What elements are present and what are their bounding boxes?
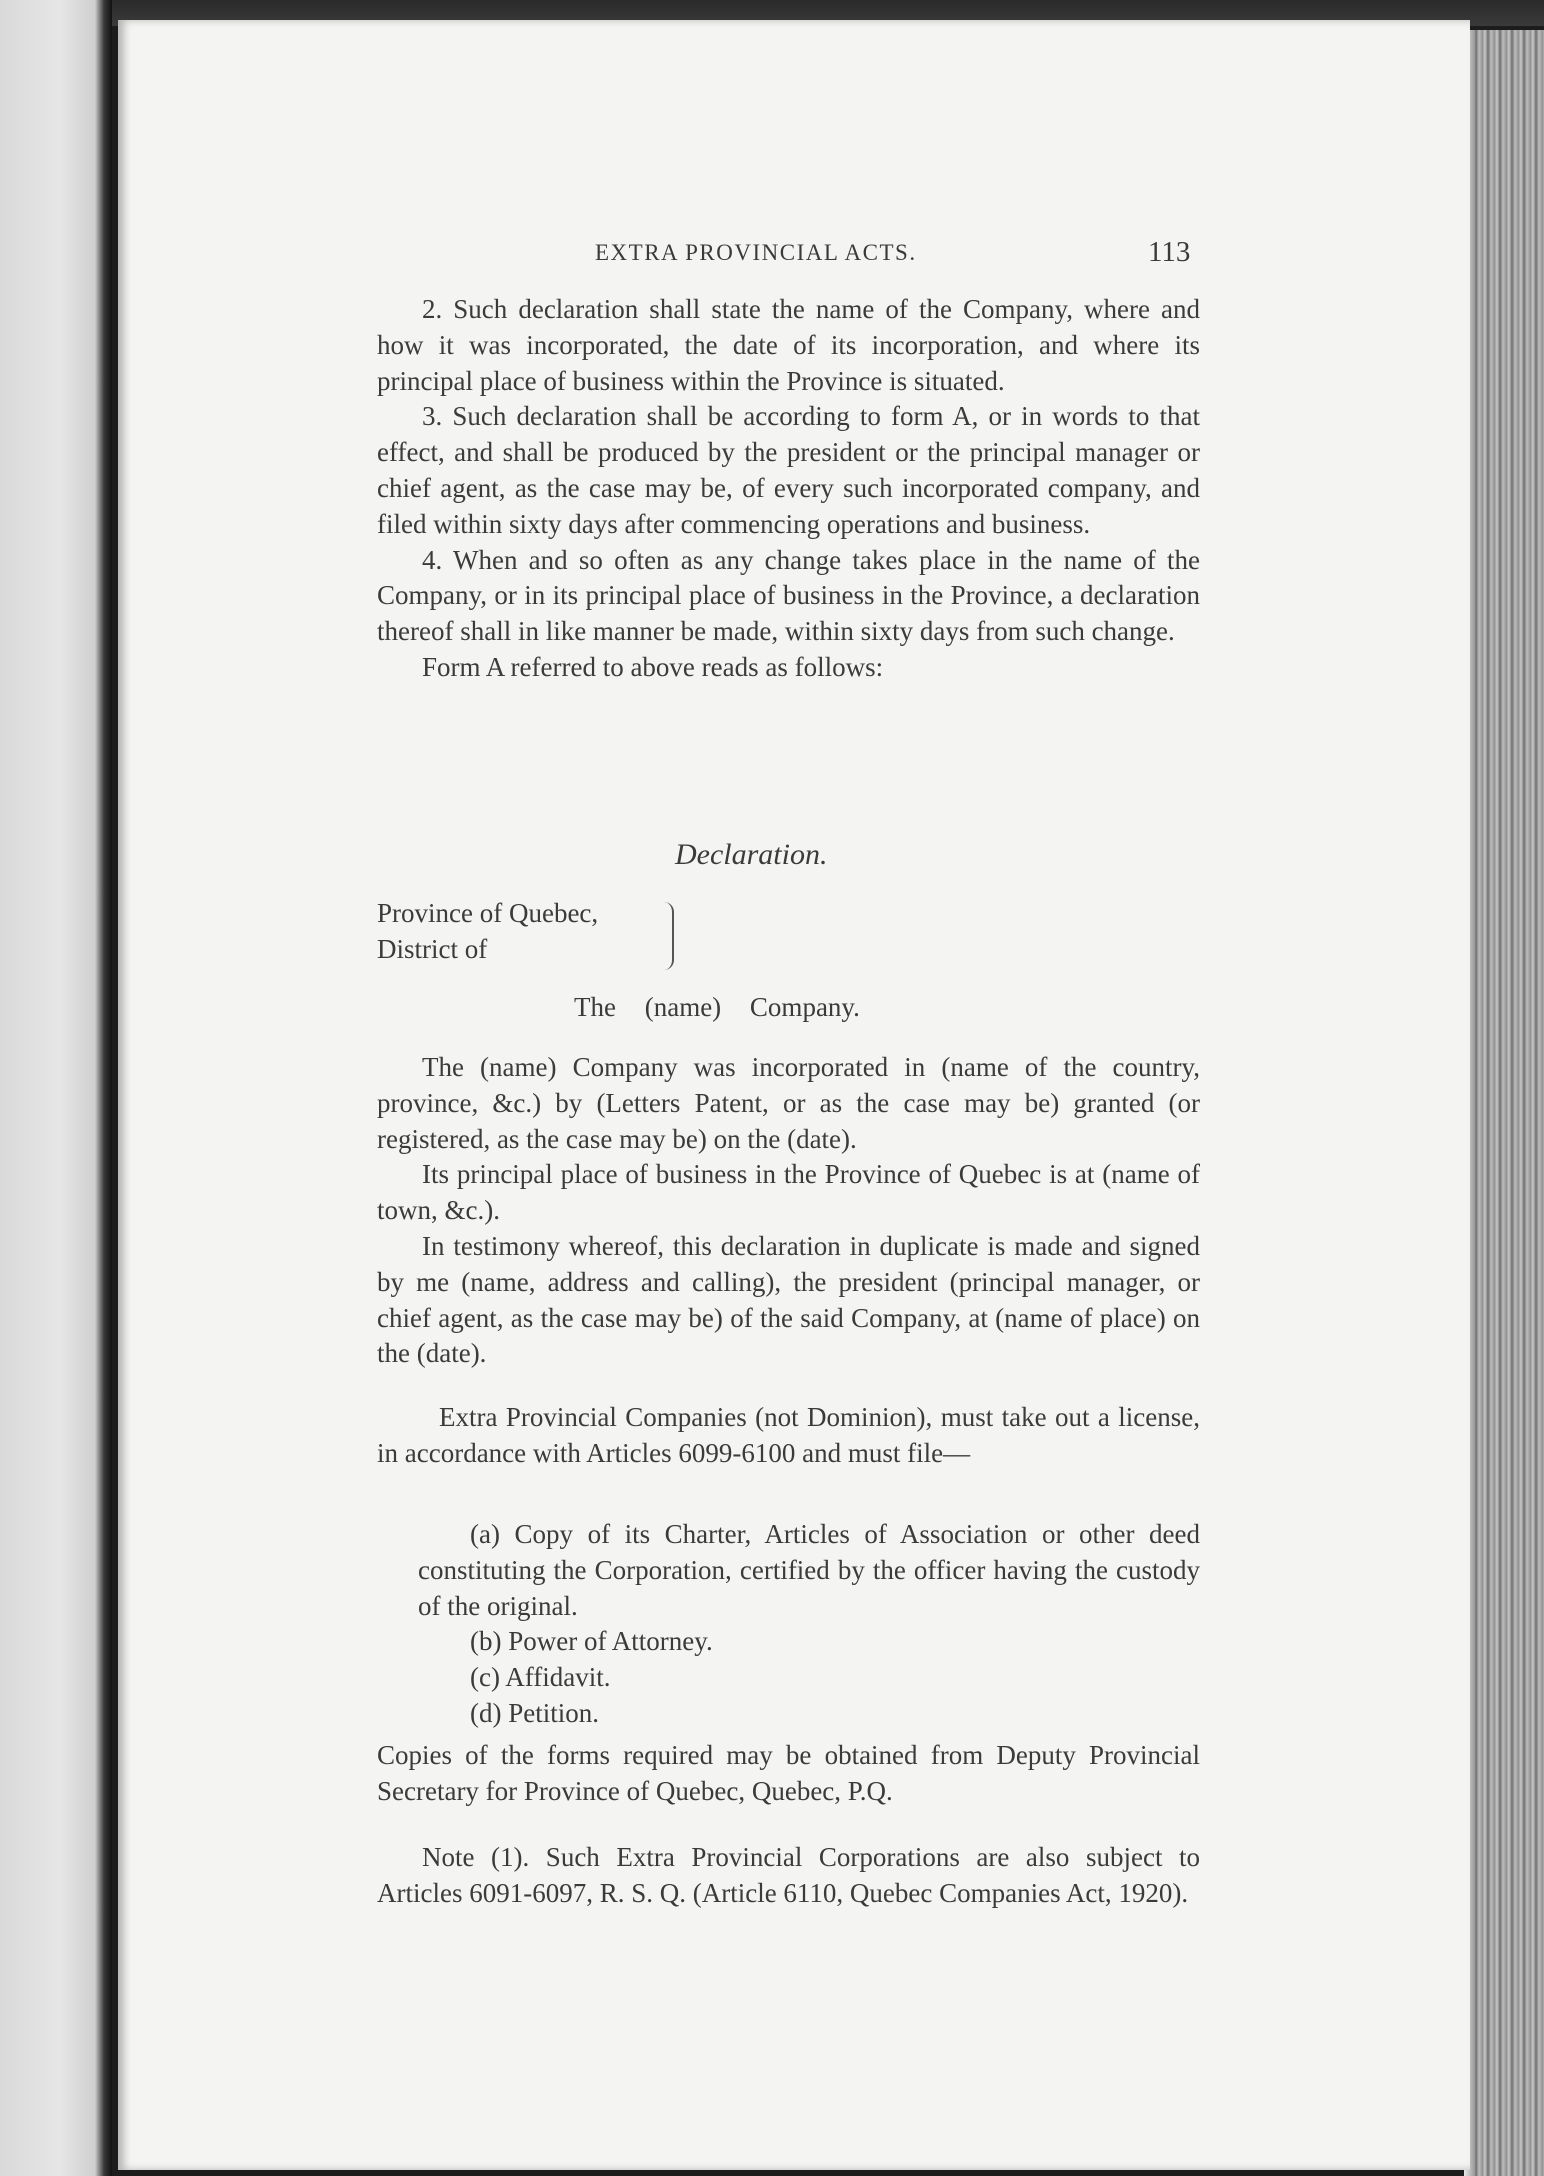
paragraph-2: 2. Such declaration shall state the name of the Company, where and how it was incorporated, the date of its incorporation, and where its principal place of business within the Province is situated.: [377, 294, 1200, 396]
declaration-body: [377, 1050, 1200, 1372]
page-number: 113: [1148, 236, 1191, 268]
declaration-company-line: The (name) Company.: [574, 992, 860, 1022]
list-item: (a) Copy of its Charter, Articles of Association or other deed constituting the Corporation, certified by the officer having the custody of the original.: [418, 1519, 1200, 1621]
paragraph-3: 3. Such declaration shall be according to form A, or in words to that effect, and shall be produced by the president or the principal manager or chief agent, as the case may be, of every such incorporated company, and filed within sixty days after commencing operations and business.: [377, 401, 1200, 539]
list-item: (c) Affidavit.: [470, 1662, 611, 1693]
declaration-paragraph: Its principal place of business in the Province of Quebec is at (name of town, &c.).: [377, 1159, 1200, 1226]
copies-paragraph: Copies of the forms required may be obtained from Deputy Provincial Secretary for Province of Quebec, Quebec, P.Q.: [377, 1740, 1200, 1806]
declaration-district: District of: [377, 934, 488, 964]
declaration-paragraph: In testimony whereof, this declaration in duplicate is made and signed by me (name, address and calling), the president (principal manager, or chief agent, as the case may be) of the said Company, at (name of place) on the (date).: [377, 1230, 1200, 1369]
running-head: EXTRA PROVINCIAL ACTS.: [595, 240, 917, 265]
book-page-edges: [1470, 30, 1544, 2176]
declaration-paragraph: The (name) Company was incorporated in (name of the country, province, &c.) by (Letters Patent, or as the case may be) granted (or registered, as the case may be) on the (date).: [377, 1052, 1200, 1154]
license-requirement: Extra Provincial Companies (not Dominion), must take out a license, in accordance with Articles 6099-6100 and must file—: [377, 1402, 1200, 1468]
forms-availability: [377, 1738, 1200, 1810]
filing-items-list: [418, 1517, 1200, 1732]
form-a-intro: Form A referred to above reads as follows:: [422, 651, 884, 682]
list-item: (b) Power of Attorney.: [470, 1626, 713, 1657]
paragraph-4: 4. When and so often as any change takes place in the name of the Company, or in its principal place of business in the Province, a declaration thereof shall in like manner be made, within sixty days from such change.: [377, 544, 1200, 647]
extra-provincial-intro: [377, 1400, 1200, 1472]
declaration-province: Province of Quebec,: [377, 898, 599, 928]
statute-paragraphs: [377, 292, 1200, 686]
facing-page-edge: [0, 0, 112, 2176]
declaration-title: Declaration.: [675, 838, 828, 871]
note-paragraph: Note (1). Such Extra Provincial Corporations are also subject to Articles 6091-6097, R. S. Q. (Article 6110, Quebec Companies Act, 1920).: [377, 1842, 1200, 1908]
note-section: [377, 1840, 1200, 1912]
list-item: (d) Petition.: [470, 1697, 599, 1728]
caption-brace: [664, 902, 674, 970]
